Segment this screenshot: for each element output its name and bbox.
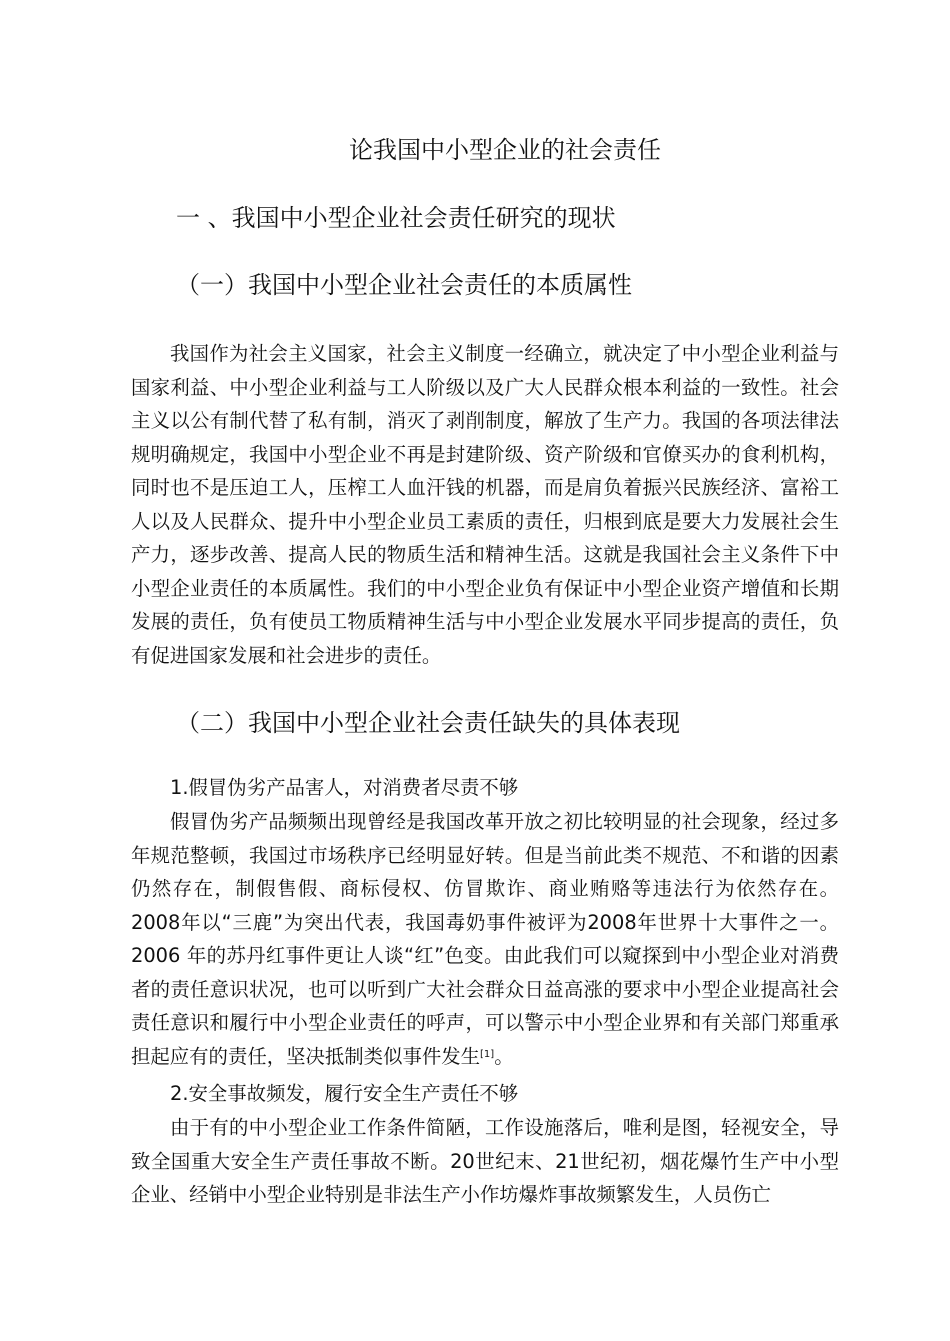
subsection-heading-2: （二）我国中小型企业社会责任缺失的具体表现: [176, 709, 680, 737]
item-heading-1: 1.假冒伪劣产品害人，对消费者尽责不够: [170, 776, 519, 799]
subsection-heading-1: （一）我国中小型企业社会责任的本质属性: [176, 271, 632, 299]
paragraph-counterfeit-end: 。: [494, 1044, 514, 1068]
paragraph-counterfeit-products: [131, 805, 839, 1073]
paragraph-essential-attributes: 我国作为社会主义国家，社会主义制度一经确立，就决定了中小型企业利益与国家利益、中小型企业利益与工人阶级以及广大人民群众根本利益的一致性。社会主义以公有制代替了私有制，消灭了剥削制度，解放了生产力。我国的各项法律法规明确规定，我国中小型企业不再是封建阶级、资产阶级和官僚买办的食利机构，同时也不是压迫工人，压榨工人血汗钱的机器，而是肩负着振兴民族经济、富裕工人以及人民群众、提升中小型企业员工素质的责任，归根到底是要大力发展社会生产力，逐步改善、提高人民的物质生活和精神生活。这就是我国社会主义条件下中小型企业责任的本质属性。我们的中小型企业负有保证中小型企业资产增值和长期发展的责任，负有使员工物质精神生活与中小型企业发展水平同步提高的责任，负有促进国家发展和社会进步的责任。: [131, 342, 839, 667]
item-heading-2: 2.安全事故频发，履行安全生产责任不够: [170, 1082, 519, 1105]
reference-marker: [1]: [480, 1048, 495, 1060]
document-title: 论我国中小型企业的社会责任: [349, 136, 661, 164]
paragraph-counterfeit-text: 假冒伪劣产品频频出现曾经是我国改革开放之初比较明显的社会现象，经过多年规范整顿，我国过市场秩序已经明显好转。但是当前此类不规范、不和谐的因素仍然存在，制假售假、商标侵权、仿冒欺诈、商业贿赂等违法行为依然存在。2008年以“三鹿”为突出代表，我国毒奶事件被评为2008年世界十大事件之一。2006 年的苏丹红事件更让人谈“红”色变。由此我们可以窥探到中小型企业对消费者的责任意识状况，也可以听到广大社会群众日益高涨的要求中小型企业提高社会责任意识和履行中小型企业责任的呼声，可以警示中小型企业界和有关部门郑重承担起应有的责任，坚决抵制类似事件发生: [131, 810, 839, 1068]
paragraph-safety-accidents: 由于有的中小型企业工作条件简陋，工作设施落后，唯利是图，轻视安全，导致全国重大安全生产责任事故不断。20世纪末、21世纪初，烟花爆竹生产中小型企业、经销中小型企业特别是非法生产小作坊爆炸事故频繁发生，人员伤亡: [131, 1116, 839, 1206]
section-heading-1: 一 、我国中小型企业社会责任研究的现状: [176, 204, 616, 232]
